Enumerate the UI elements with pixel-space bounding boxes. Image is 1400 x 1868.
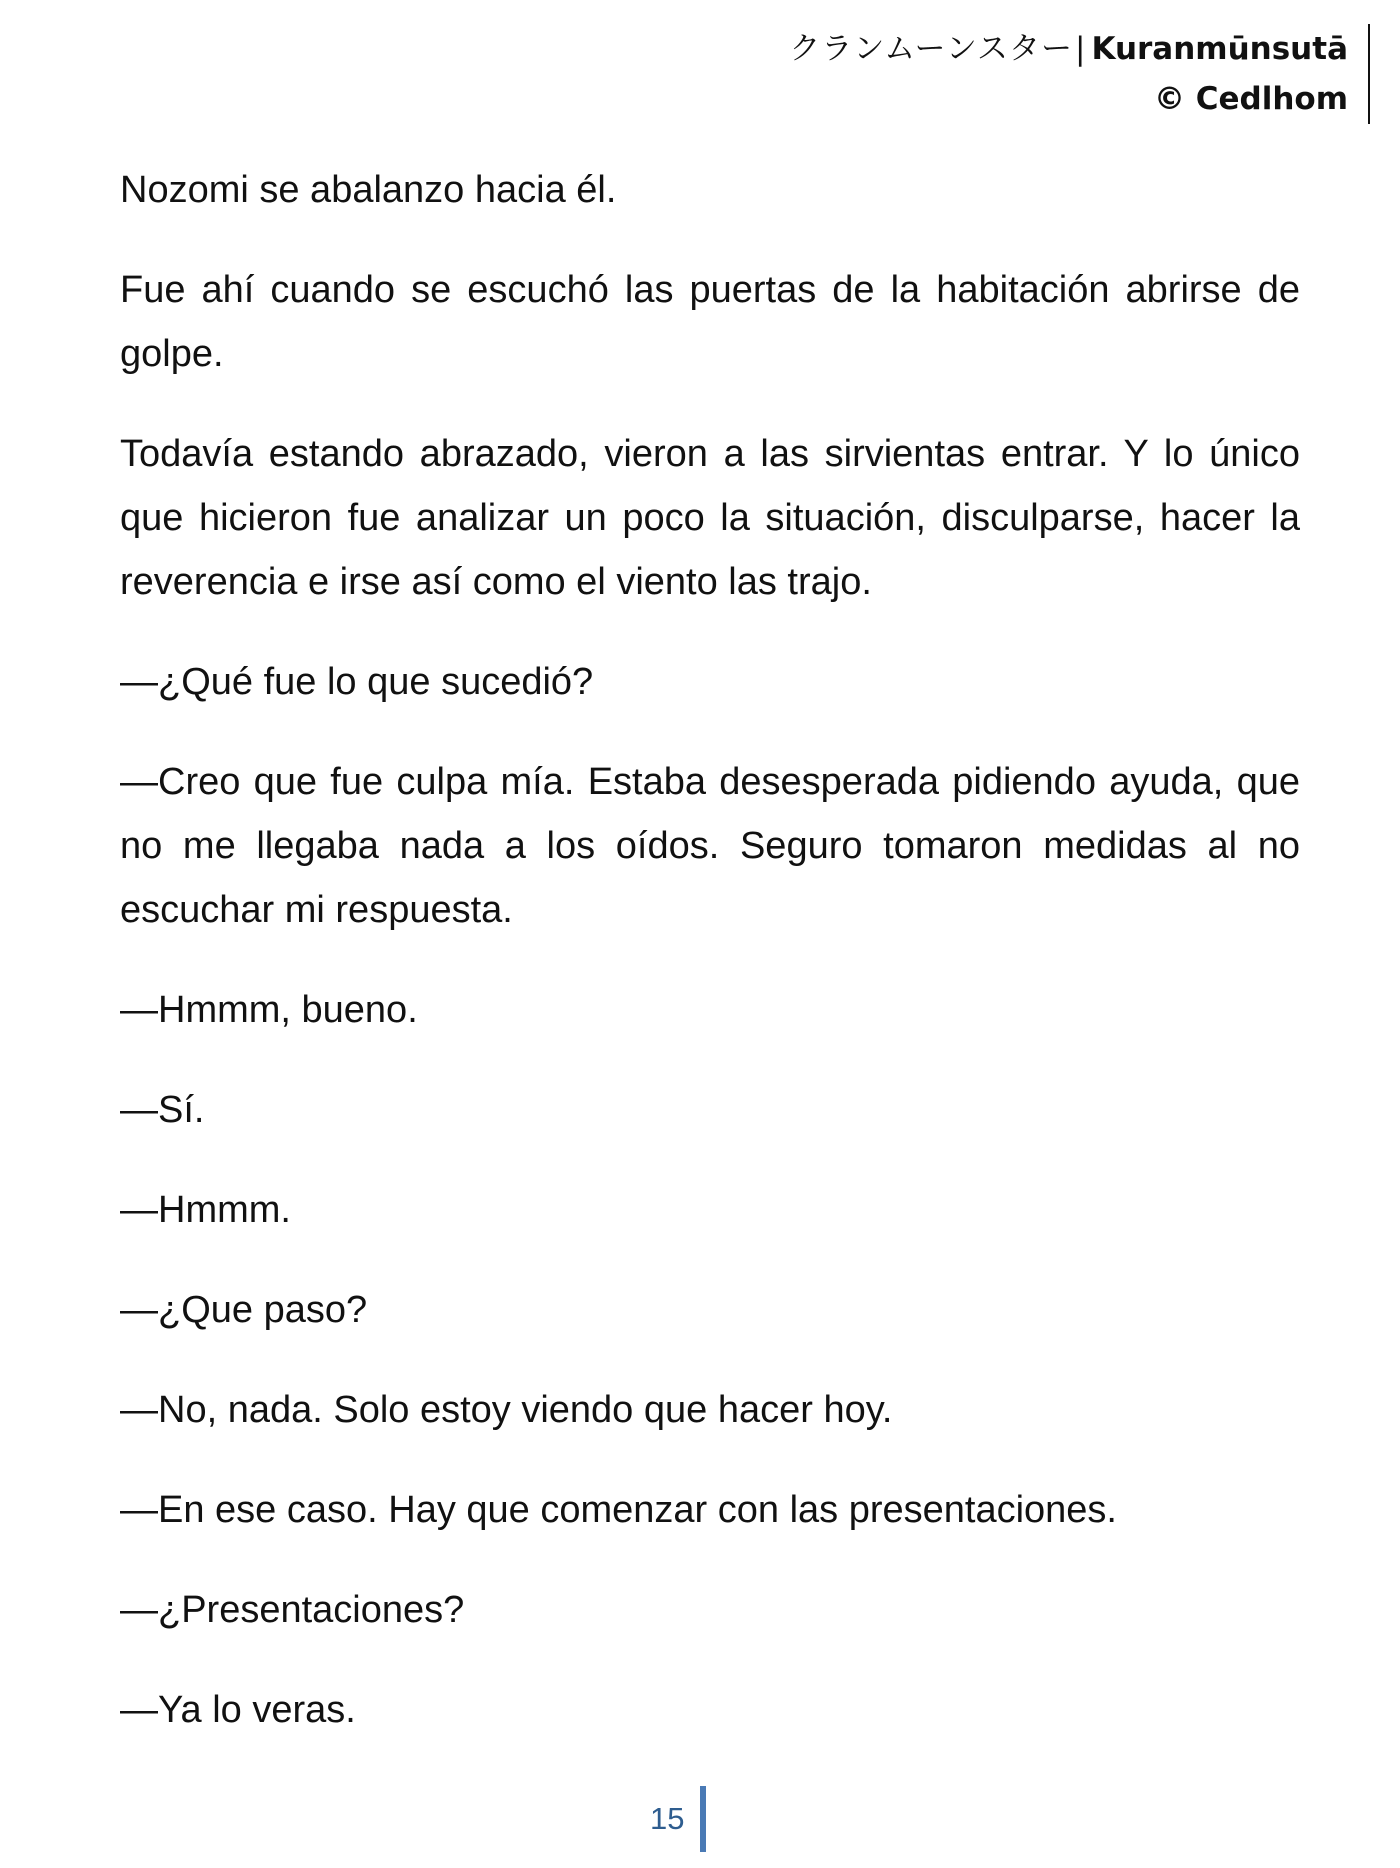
dialogue-line: —Creo que fue culpa mía. Estaba desesperada pidiendo ayuda, que no me llegaba nada a los oídos. Seguro tomaron medidas al no escuchar mi respuesta.: [120, 761, 1300, 931]
body-text: [120, 158, 1300, 1778]
paragraph: Todavía estando abrazado, vieron a las sirvientas entrar. Y lo único que hicieron fue analizar un poco la situación, disculparse, hacer la reverencia e irse así como el viento las trajo.: [120, 433, 1300, 603]
dialogue-line: —¿Que paso?: [120, 1289, 368, 1331]
dialogue-line: —¿Qué fue lo que sucedió?: [120, 661, 594, 703]
dialogue-line: —En ese caso. Hay que comenzar con las presentaciones.: [120, 1489, 1117, 1531]
dialogue-line: —No, nada. Solo estoy viendo que hacer hoy.: [120, 1389, 893, 1431]
paragraph: Nozomi se abalanzo hacia él.: [120, 169, 617, 211]
dialogue-line: —¿Presentaciones?: [120, 1589, 465, 1631]
page-number-bar: [700, 1786, 706, 1852]
dialogue-line: —Hmmm.: [120, 1189, 291, 1231]
page-header: [789, 24, 1370, 124]
page-footer: [650, 1786, 706, 1852]
header-japanese-title: クランムーンスター: [789, 31, 1074, 67]
page-number: 15: [650, 1801, 685, 1836]
dialogue-line: —Hmmm, bueno.: [120, 989, 418, 1031]
header-separator: |: [1075, 31, 1086, 67]
header-copyright: © Cedlhom: [1153, 81, 1348, 117]
header-romanized-title: Kuranmūnsutā: [1091, 31, 1348, 67]
dialogue-line: —Ya lo veras.: [120, 1689, 356, 1731]
paragraph: Fue ahí cuando se escuchó las puertas de la habitación abrirse de golpe.: [120, 269, 1300, 375]
header-title-line: [789, 24, 1348, 74]
dialogue-line: —Sí.: [120, 1089, 205, 1131]
